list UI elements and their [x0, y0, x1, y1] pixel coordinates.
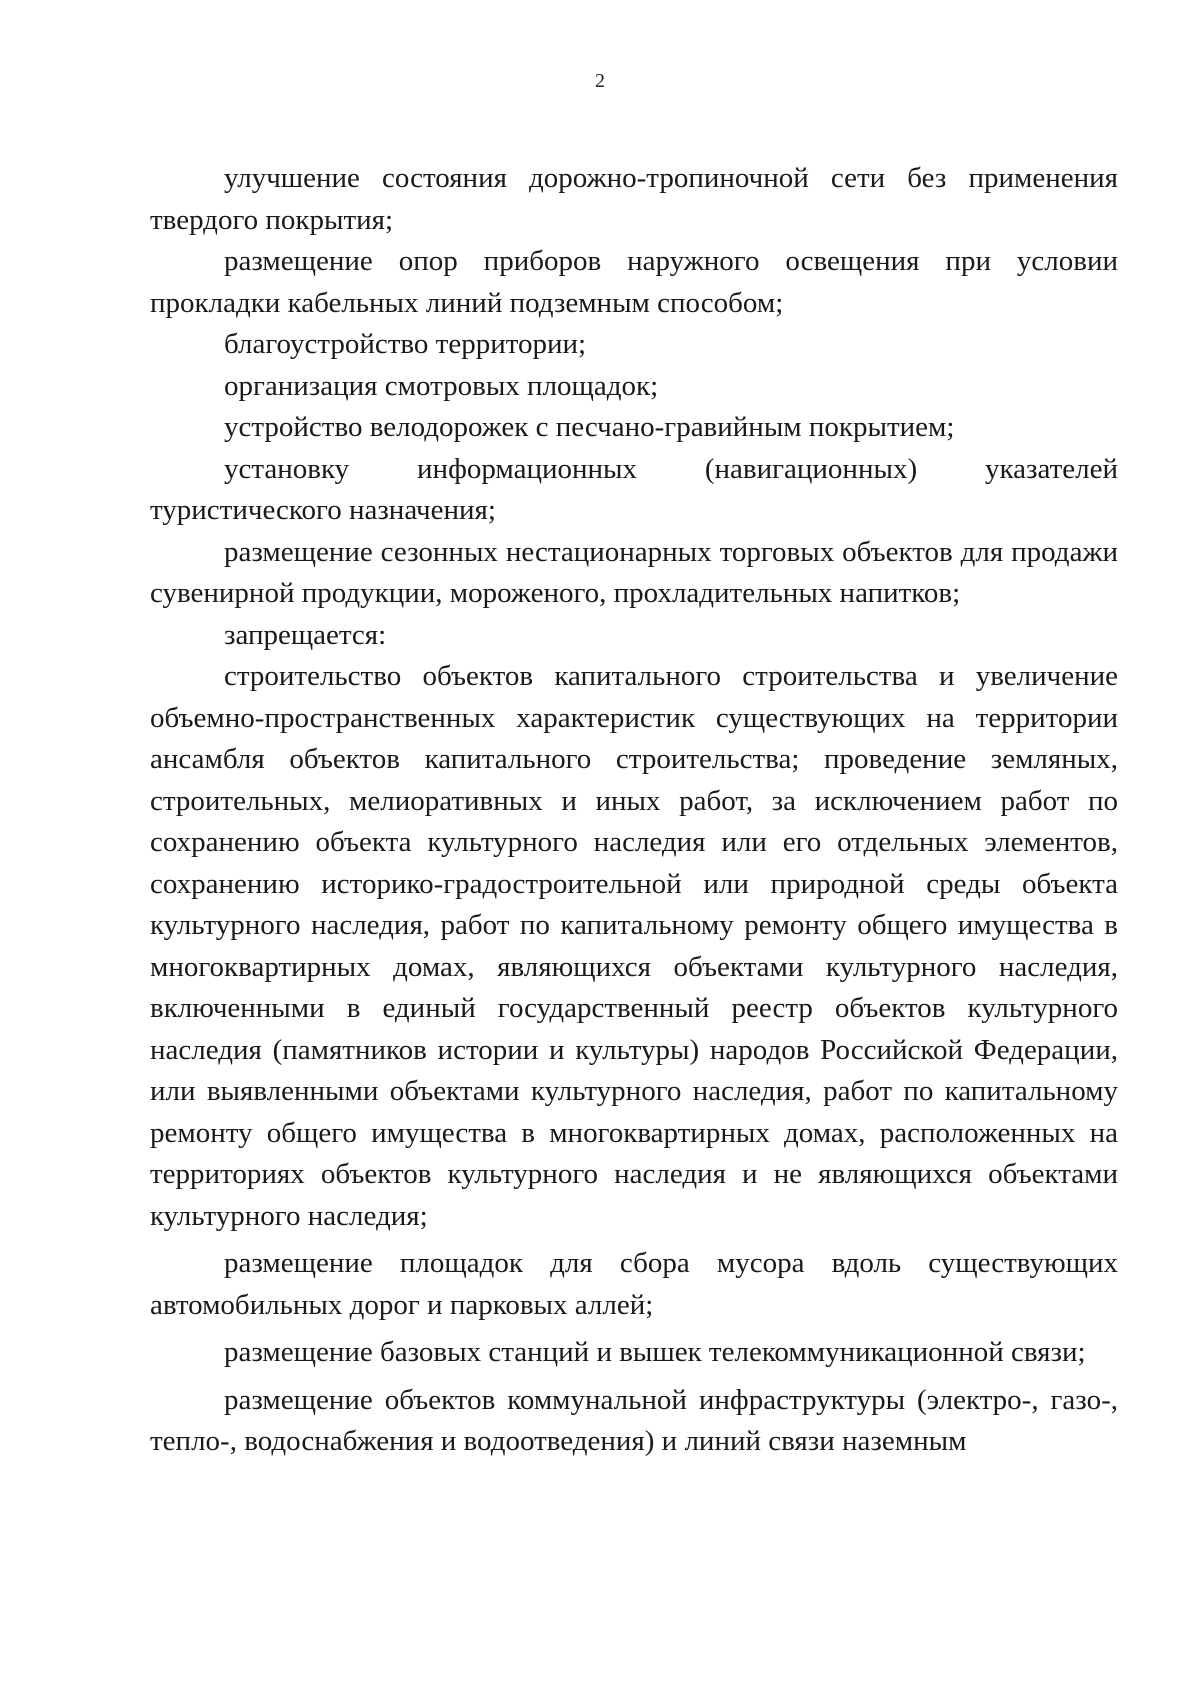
paragraph-lighting-poles: размещение опор приборов наружного освещения при условии прокладки кабельных линий подземным способом;	[150, 245, 1118, 319]
paragraph-viewing-platforms: организация смотровых площадок;	[224, 369, 659, 402]
paragraph-garbage-sites: размещение площадок для сбора мусора вдоль существующих автомобильных дорог и парковых аллей;	[150, 1247, 1118, 1321]
paragraph-bike-paths: устройство велодорожек с песчано-гравийным покрытием;	[224, 411, 955, 443]
paragraph-seasonal-kiosks: размещение сезонных нестационарных торговых объектов для продажи сувенирной продукции, мороженого, прохладительных напитков;	[150, 535, 1118, 609]
paragraph-landscaping: благоустройство территории;	[224, 328, 587, 360]
paragraph-path-network: улучшение состояния дорожно-тропиночной сети без применения твердого покрытия;	[150, 162, 1118, 236]
paragraph-utilities: размещение объектов коммунальной инфраструктуры (электро-, газо-, тепло-, водоснабжения и водоотведения) и линий связи наземным	[150, 1383, 1118, 1457]
page-number: 2	[595, 70, 605, 92]
paragraph-info-signs: установку информационных (навигационных) указателей туристического назначения;	[150, 452, 1118, 526]
paragraph-construction-ban: строительство объектов капитального строительства и увеличение объемно-пространственных характеристик существующих на территории ансамбля объектов капитального строительства; проведение земляных, строительных, мелиоративных и иных работ, за исключением работ по сохранению объекта культурного наследия или его отдельных элементов, сохранению историко-градостроительной или природной среды объекта культурного наследия, работ по капитальному ремонту общего имущества в многоквартирных домах, являющихся объектами культурного наследия, включенными в единый государственный реестр объектов культурного наследия (памятников истории и культуры) народов Российской Федерации, или выявленными объектами культурного наследия, работ по капитальному ремонту общего имущества в многоквартирных домах, расположенных на территориях объектов культурного наследия и не являющихся объектами культурного наследия;	[150, 660, 1118, 1232]
paragraph-prohibited-heading: запрещается:	[224, 618, 387, 651]
paragraph-telecom-towers: размещение базовых станций и вышек телекоммуникационной связи;	[224, 1336, 1086, 1368]
document-body	[150, 158, 1118, 1463]
